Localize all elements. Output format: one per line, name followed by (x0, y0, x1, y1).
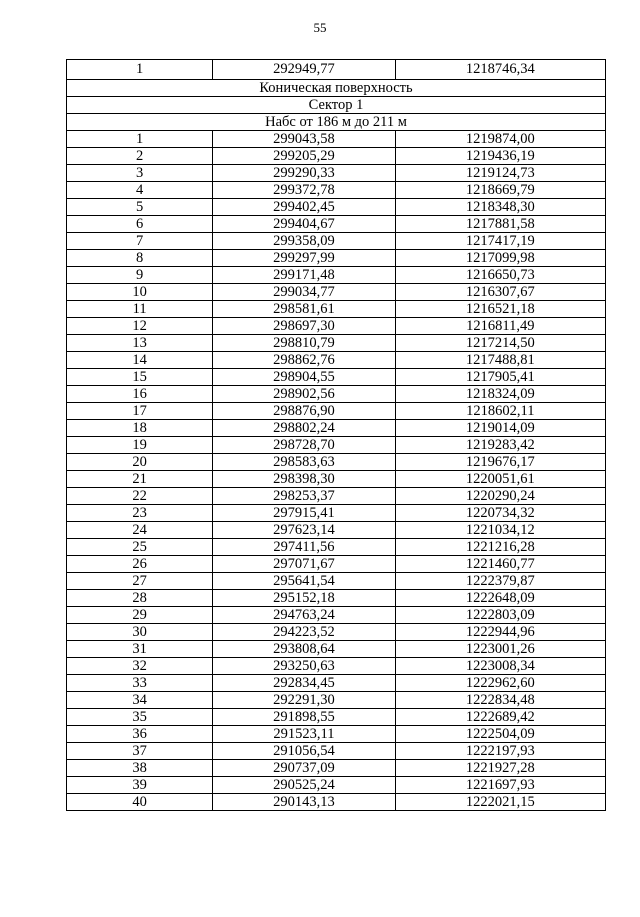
point-number: 40 (67, 794, 213, 811)
point-number: 33 (67, 675, 213, 692)
y-coordinate: 1221697,93 (395, 777, 605, 794)
y-coordinate: 1216521,18 (395, 301, 605, 318)
y-coordinate: 1218746,34 (395, 60, 605, 80)
table-row (67, 760, 606, 777)
table-row (67, 250, 606, 267)
x-coordinate: 297915,41 (213, 505, 395, 522)
point-number: 39 (67, 777, 213, 794)
x-coordinate: 299297,99 (213, 250, 395, 267)
point-number: 20 (67, 454, 213, 471)
table-row (67, 284, 606, 301)
point-number: 19 (67, 437, 213, 454)
x-coordinate: 299043,58 (213, 131, 395, 148)
table-row (67, 267, 606, 284)
point-number: 1 (67, 60, 213, 80)
y-coordinate: 1219676,17 (395, 454, 605, 471)
x-coordinate: 298802,24 (213, 420, 395, 437)
point-number: 6 (67, 216, 213, 233)
point-number: 22 (67, 488, 213, 505)
x-coordinate: 299034,77 (213, 284, 395, 301)
x-coordinate: 291898,55 (213, 709, 395, 726)
point-number: 2 (67, 148, 213, 165)
coordinates-table (66, 59, 606, 811)
table-row (67, 182, 606, 199)
y-coordinate: 1222504,09 (395, 726, 605, 743)
x-coordinate: 291523,11 (213, 726, 395, 743)
point-number: 16 (67, 386, 213, 403)
y-coordinate: 1216307,67 (395, 284, 605, 301)
y-coordinate: 1222962,60 (395, 675, 605, 692)
height-range: Набс от 186 м до 211 м (67, 114, 606, 131)
y-coordinate: 1218669,79 (395, 182, 605, 199)
table-row (67, 352, 606, 369)
point-number: 28 (67, 590, 213, 607)
table-row (67, 369, 606, 386)
table-row (67, 624, 606, 641)
table-row (67, 165, 606, 182)
y-coordinate: 1217905,41 (395, 369, 605, 386)
table-row (67, 794, 606, 811)
table-row (67, 607, 606, 624)
y-coordinate: 1221927,28 (395, 760, 605, 777)
y-coordinate: 1216811,49 (395, 318, 605, 335)
x-coordinate: 299358,09 (213, 233, 395, 250)
y-coordinate: 1221034,12 (395, 522, 605, 539)
section-title: Коническая поверхность (67, 80, 606, 97)
y-coordinate: 1222648,09 (395, 590, 605, 607)
point-number: 18 (67, 420, 213, 437)
point-number: 17 (67, 403, 213, 420)
x-coordinate: 297071,67 (213, 556, 395, 573)
sector-title-row (67, 97, 606, 114)
table-row (67, 437, 606, 454)
table-row (67, 454, 606, 471)
table-row (67, 386, 606, 403)
y-coordinate: 1217881,58 (395, 216, 605, 233)
x-coordinate: 292291,30 (213, 692, 395, 709)
x-coordinate: 298697,30 (213, 318, 395, 335)
x-coordinate: 290143,13 (213, 794, 395, 811)
point-number: 34 (67, 692, 213, 709)
table-row (67, 488, 606, 505)
point-number: 23 (67, 505, 213, 522)
x-coordinate: 299372,78 (213, 182, 395, 199)
point-number: 1 (67, 131, 213, 148)
point-number: 9 (67, 267, 213, 284)
point-number: 25 (67, 539, 213, 556)
table-row (67, 709, 606, 726)
x-coordinate: 298398,30 (213, 471, 395, 488)
x-coordinate: 297411,56 (213, 539, 395, 556)
y-coordinate: 1220734,32 (395, 505, 605, 522)
x-coordinate: 295152,18 (213, 590, 395, 607)
x-coordinate: 298581,61 (213, 301, 395, 318)
point-number: 10 (67, 284, 213, 301)
table-row (67, 692, 606, 709)
point-number: 12 (67, 318, 213, 335)
x-coordinate: 291056,54 (213, 743, 395, 760)
x-coordinate: 299290,33 (213, 165, 395, 182)
table-row (67, 301, 606, 318)
y-coordinate: 1217214,50 (395, 335, 605, 352)
point-number: 24 (67, 522, 213, 539)
x-coordinate: 299171,48 (213, 267, 395, 284)
point-number: 29 (67, 607, 213, 624)
y-coordinate: 1221460,77 (395, 556, 605, 573)
point-number: 36 (67, 726, 213, 743)
point-number: 5 (67, 199, 213, 216)
table-row (67, 148, 606, 165)
table-row (67, 471, 606, 488)
table-row (67, 777, 606, 794)
table-row (67, 233, 606, 250)
y-coordinate: 1223008,34 (395, 658, 605, 675)
y-coordinate: 1219436,19 (395, 148, 605, 165)
table-row (67, 726, 606, 743)
y-coordinate: 1220290,24 (395, 488, 605, 505)
y-coordinate: 1219874,00 (395, 131, 605, 148)
x-coordinate: 293808,64 (213, 641, 395, 658)
x-coordinate: 294223,52 (213, 624, 395, 641)
y-coordinate: 1219124,73 (395, 165, 605, 182)
x-coordinate: 298253,37 (213, 488, 395, 505)
height-range-row (67, 114, 606, 131)
page-number: 55 (313, 20, 327, 35)
point-number: 37 (67, 743, 213, 760)
point-number: 13 (67, 335, 213, 352)
x-coordinate: 299205,29 (213, 148, 395, 165)
x-coordinate: 292834,45 (213, 675, 395, 692)
x-coordinate: 298810,79 (213, 335, 395, 352)
y-coordinate: 1217417,19 (395, 233, 605, 250)
point-number: 4 (67, 182, 213, 199)
table-row (67, 199, 606, 216)
y-coordinate: 1222197,93 (395, 743, 605, 760)
point-number: 3 (67, 165, 213, 182)
y-coordinate: 1222689,42 (395, 709, 605, 726)
table-row (67, 131, 606, 148)
point-number: 7 (67, 233, 213, 250)
y-coordinate: 1222803,09 (395, 607, 605, 624)
x-coordinate: 298728,70 (213, 437, 395, 454)
x-coordinate: 297623,14 (213, 522, 395, 539)
y-coordinate: 1222834,48 (395, 692, 605, 709)
y-coordinate: 1220051,61 (395, 471, 605, 488)
y-coordinate: 1216650,73 (395, 267, 605, 284)
x-coordinate: 298876,90 (213, 403, 395, 420)
table-row (67, 675, 606, 692)
y-coordinate: 1218324,09 (395, 386, 605, 403)
table-row (67, 658, 606, 675)
point-number: 31 (67, 641, 213, 658)
point-number: 30 (67, 624, 213, 641)
y-coordinate: 1222021,15 (395, 794, 605, 811)
x-coordinate: 298862,76 (213, 352, 395, 369)
table-row (67, 505, 606, 522)
x-coordinate: 299402,45 (213, 199, 395, 216)
table-row (67, 522, 606, 539)
y-coordinate: 1222379,87 (395, 573, 605, 590)
table-row (67, 60, 606, 80)
table-row (67, 556, 606, 573)
table-row (67, 420, 606, 437)
y-coordinate: 1217099,98 (395, 250, 605, 267)
point-number: 38 (67, 760, 213, 777)
table-row (67, 318, 606, 335)
table-row (67, 216, 606, 233)
x-coordinate: 298902,56 (213, 386, 395, 403)
y-coordinate: 1221216,28 (395, 539, 605, 556)
point-number: 35 (67, 709, 213, 726)
x-coordinate: 298583,63 (213, 454, 395, 471)
point-number: 11 (67, 301, 213, 318)
x-coordinate: 293250,63 (213, 658, 395, 675)
table-row (67, 573, 606, 590)
point-number: 32 (67, 658, 213, 675)
sector-title: Сектор 1 (67, 97, 606, 114)
x-coordinate: 292949,77 (213, 60, 395, 80)
y-coordinate: 1219014,09 (395, 420, 605, 437)
x-coordinate: 299404,67 (213, 216, 395, 233)
y-coordinate: 1219283,42 (395, 437, 605, 454)
x-coordinate: 290737,09 (213, 760, 395, 777)
x-coordinate: 298904,55 (213, 369, 395, 386)
table-row (67, 335, 606, 352)
y-coordinate: 1218348,30 (395, 199, 605, 216)
point-number: 26 (67, 556, 213, 573)
table-row (67, 641, 606, 658)
table-row (67, 743, 606, 760)
table-row (67, 403, 606, 420)
table-row (67, 539, 606, 556)
section-title-row (67, 80, 606, 97)
point-number: 15 (67, 369, 213, 386)
point-number: 14 (67, 352, 213, 369)
y-coordinate: 1217488,81 (395, 352, 605, 369)
table-row (67, 590, 606, 607)
point-number: 27 (67, 573, 213, 590)
y-coordinate: 1222944,96 (395, 624, 605, 641)
point-number: 21 (67, 471, 213, 488)
x-coordinate: 290525,24 (213, 777, 395, 794)
x-coordinate: 294763,24 (213, 607, 395, 624)
y-coordinate: 1218602,11 (395, 403, 605, 420)
x-coordinate: 295641,54 (213, 573, 395, 590)
point-number: 8 (67, 250, 213, 267)
y-coordinate: 1223001,26 (395, 641, 605, 658)
